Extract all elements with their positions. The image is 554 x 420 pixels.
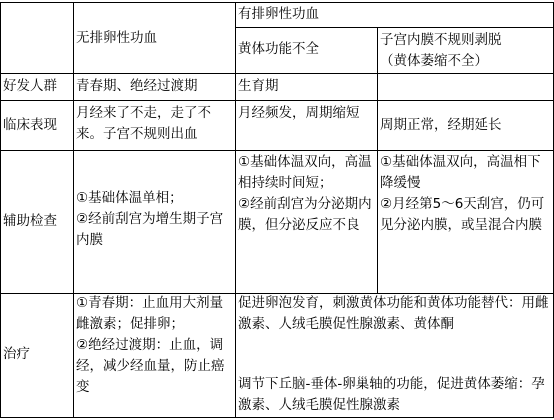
table-rule: [0, 73, 554, 74]
table-rule: [0, 150, 554, 151]
row-label-tests: 辅助检查: [3, 213, 57, 229]
treatment-luteal-insufficiency: 促进卵泡发育，刺激黄体功能和黄体功能替代：用雌激素、人绒毛膜促性腺激素、黄体酮: [238, 295, 549, 332]
treatment-irregular-shedding: 调节下丘脑-垂体-卵巢轴的功能，促进黄体萎缩：孕激素、人绒毛膜促性腺激素: [238, 376, 545, 413]
age-ovulatory: 生育期: [238, 78, 279, 94]
treatment-anovulatory: ①青春期：止血用大剂量雌激素；促排卵； ②绝经过渡期：止血，调经，减少经血量，防止癌变: [76, 295, 225, 395]
row-label-treatment: 治疗: [3, 346, 30, 362]
header-luteal-insufficiency: 黄体功能不全: [238, 41, 319, 57]
age-anovulatory: 青春期、绝经过渡期: [76, 78, 198, 94]
tests-luteal-insufficiency: ①基础体温双向，高温相持续时间短； ②经前刮宫为分泌期内膜，但分泌反应不良: [238, 154, 372, 233]
tests-anovulatory: ①基础体温单相； ②经前刮宫为增生期子宫内膜: [76, 190, 224, 248]
clinical-irregular-shedding: 周期正常，经期延长: [380, 117, 502, 133]
row-label-clinical: 临床表现: [3, 117, 57, 133]
header-ovulatory: 有排卵性功血: [238, 6, 319, 22]
table-rule: [0, 2, 554, 3]
header-irregular-shedding: 子宫内膜不规则剥脱 （黄体萎缩不全）: [380, 32, 502, 69]
table-rule: [235, 27, 554, 28]
row-label-age: 好发人群: [3, 78, 57, 94]
table-rule: [0, 100, 554, 101]
header-anovulatory: 无排卵性功血: [76, 30, 157, 46]
tests-irregular-shedding: ①基础体温双向，高温相下降缓慢 ②月经第5～6天刮宫，仍可见分泌内膜，或呈混合内膜: [380, 154, 545, 233]
table-rule: [0, 417, 554, 418]
clinical-luteal-insufficiency: 月经频发，周期缩短: [238, 105, 360, 121]
clinical-anovulatory: 月经来了不走，走了不来。子宫不规则出血: [76, 105, 211, 142]
